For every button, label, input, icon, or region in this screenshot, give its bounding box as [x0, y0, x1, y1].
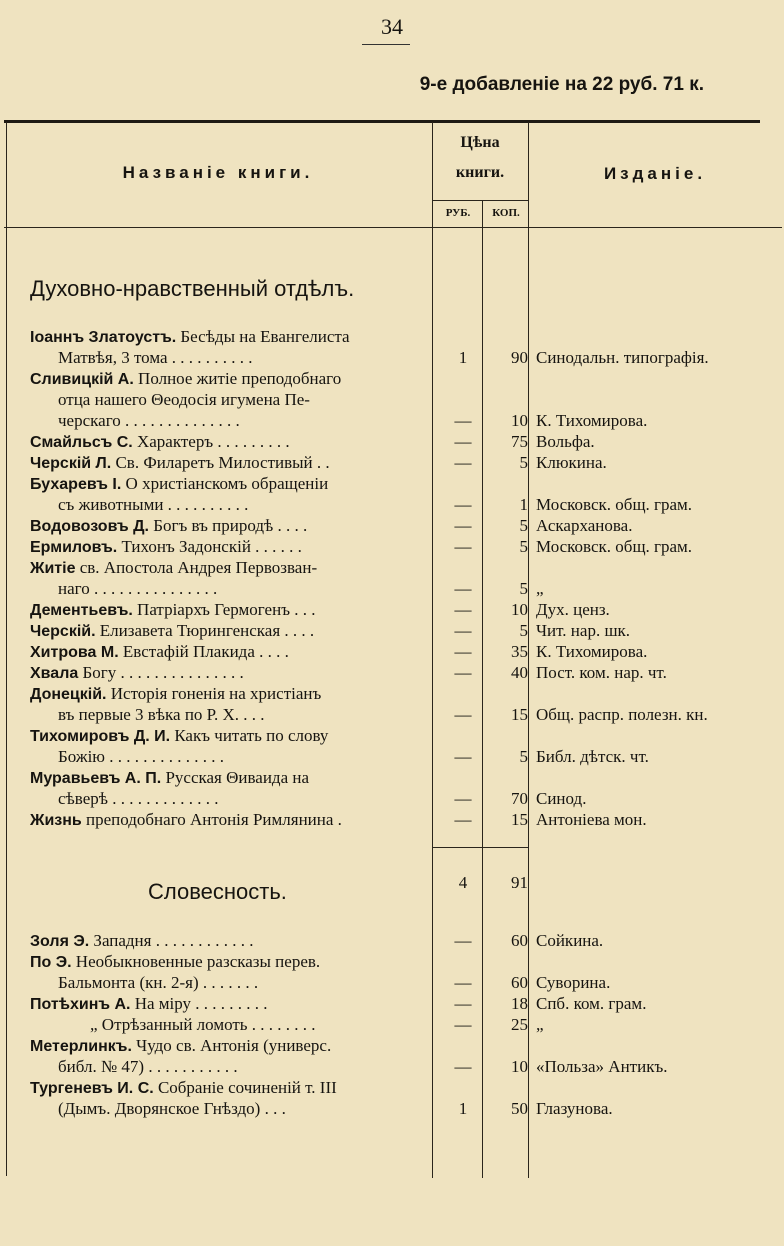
- table-row: [30, 578, 782, 599]
- table-row: [30, 951, 782, 972]
- edition: Спб. ком. грам.: [536, 994, 647, 1013]
- book-title-text: Св. Филаретъ Милостивый . .: [111, 453, 330, 472]
- table-row: [30, 1035, 782, 1056]
- price-rub: —: [454, 516, 472, 535]
- price-kop: 10: [511, 600, 528, 619]
- table-row: [30, 704, 782, 725]
- supplement-heading: 9-е добавленіе на 22 руб. 71 к.: [419, 74, 704, 95]
- table-row: [30, 1014, 782, 1035]
- table-row: [30, 347, 782, 368]
- table-row: [30, 494, 782, 515]
- book-title: [30, 767, 426, 789]
- book-author: По Э.: [30, 954, 72, 971]
- column-header-title: Названіе книги.: [122, 163, 314, 182]
- price-rub: —: [454, 642, 472, 661]
- price-rub: —: [454, 432, 472, 451]
- price-kop: 5: [519, 621, 528, 640]
- table-row: [30, 930, 782, 951]
- table-row: [30, 767, 782, 788]
- book-author: Черскій Л.: [30, 455, 112, 472]
- book-author: Донецкій.: [30, 686, 107, 703]
- price-kop: 75: [511, 432, 528, 451]
- book-title: [30, 515, 426, 537]
- book-title: [30, 993, 426, 1015]
- table-row: [30, 1056, 782, 1077]
- price-kop: 60: [511, 931, 528, 950]
- table-row: [30, 972, 782, 993]
- table-row: [30, 389, 782, 410]
- price-kop: 35: [511, 642, 528, 661]
- price-rub: —: [454, 579, 472, 598]
- book-title: [58, 410, 426, 432]
- table-row: [30, 641, 782, 662]
- edition: Клюкина.: [536, 453, 607, 472]
- price-unit-rule: [432, 200, 528, 201]
- price-kop: 1: [519, 495, 528, 514]
- price-kop: 70: [511, 789, 528, 808]
- book-title-text: Богу . . . . . . . . . . . . . . .: [78, 663, 244, 682]
- price-rub: —: [454, 789, 472, 808]
- price-rub: —: [454, 600, 472, 619]
- price-rub: —: [454, 747, 472, 766]
- book-title: [30, 1035, 426, 1057]
- book-title: [58, 746, 426, 768]
- book-title: [30, 431, 426, 453]
- table-row: [30, 620, 782, 641]
- section-title-literature: Словесность.: [148, 879, 287, 904]
- edition: Антоніева мон.: [536, 810, 647, 829]
- column-header-kop: КОП.: [492, 207, 520, 219]
- book-author: Золя Э.: [30, 933, 90, 950]
- column-header-rub: РУБ.: [445, 207, 471, 219]
- book-title: [58, 389, 426, 411]
- edition: Дух. ценз.: [536, 600, 610, 619]
- subtotal-rule: [432, 847, 528, 848]
- price-rub: —: [454, 931, 472, 950]
- book-title-text: Характеръ . . . . . . . . .: [132, 432, 290, 451]
- price-kop: 10: [511, 1057, 528, 1076]
- book-title-text: Западня . . . . . . . . . . . .: [89, 931, 254, 950]
- book-title-text: Исторія гоненія на христіанъ: [106, 684, 322, 703]
- price-kop: 10: [511, 411, 528, 430]
- book-title-text: наго . . . . . . . . . . . . . . .: [58, 579, 218, 598]
- price-rub: —: [454, 453, 472, 472]
- table-row: [30, 410, 782, 431]
- book-author: Хвала: [30, 665, 79, 682]
- book-author: Черскій.: [30, 623, 96, 640]
- price-kop: 5: [519, 516, 528, 535]
- price-rub: —: [454, 663, 472, 682]
- table-row: [30, 788, 782, 809]
- book-title-text: преподобнаго Антонія Римлянина .: [81, 810, 342, 829]
- book-title: [58, 1098, 426, 1120]
- price-rub: 1: [458, 348, 468, 367]
- book-title: [58, 704, 426, 726]
- book-author: Муравьевъ А. П.: [30, 770, 162, 787]
- edition: Синод.: [536, 789, 587, 808]
- book-author: Потѣхинъ А.: [30, 996, 131, 1013]
- price-rub: —: [454, 973, 472, 992]
- table-row: [30, 473, 782, 494]
- book-title-text: Какъ читать по слову: [170, 726, 329, 745]
- book-title-text: съ животными . . . . . . . . . .: [58, 495, 249, 514]
- table-row: [30, 557, 782, 578]
- book-title: [30, 557, 426, 579]
- book-title: [58, 788, 426, 810]
- price-rub: —: [454, 495, 472, 514]
- book-author: Житіе: [30, 560, 76, 577]
- book-title: [30, 951, 426, 973]
- book-title: [30, 641, 426, 663]
- book-title: [30, 809, 426, 831]
- book-author: Тихомировъ Д. И.: [30, 728, 171, 745]
- edition: К. Тихомирова.: [536, 411, 648, 430]
- book-title-text: Бальмонта (кн. 2-я) . . . . . . .: [58, 973, 259, 992]
- book-title: [30, 683, 426, 705]
- edition: «Польза» Антикъ.: [536, 1057, 668, 1076]
- table-row: [30, 725, 782, 746]
- price-kop: 5: [519, 453, 528, 472]
- column-header-edition: Изданіе.: [603, 164, 707, 183]
- price-kop: 50: [511, 1099, 528, 1118]
- book-title: [30, 326, 426, 348]
- page-number: 34: [381, 14, 403, 39]
- price-rub: 1: [458, 1099, 468, 1118]
- book-author: Дементьевъ.: [30, 602, 133, 619]
- price-kop: 60: [511, 973, 528, 992]
- price-kop: 90: [511, 348, 528, 367]
- edition: Общ. распр. полезн. кн.: [536, 705, 708, 724]
- book-title: [30, 662, 426, 684]
- table-row: [30, 662, 782, 683]
- edition: „: [536, 1015, 544, 1034]
- edition: Библ. дѣтск. чт.: [536, 747, 649, 766]
- edition: Вольфа.: [536, 432, 595, 451]
- book-title-text: библ. № 47) . . . . . . . . . . .: [58, 1057, 238, 1076]
- price-rub: —: [454, 411, 472, 430]
- book-author: Ермиловъ.: [30, 539, 118, 556]
- book-title-text: Евстафій Плакида . . . .: [118, 642, 289, 661]
- book-title: [58, 578, 426, 600]
- subtotal-kop: 91: [511, 873, 528, 892]
- book-author: Хитрова М.: [30, 644, 119, 661]
- table-row: [30, 515, 782, 536]
- book-title-text: Полное житіе преподобнаго: [133, 369, 342, 388]
- book-title: [90, 1014, 426, 1036]
- price-rub: —: [454, 1057, 472, 1076]
- book-author: Метерлинкъ.: [30, 1038, 132, 1055]
- book-title-text: Тихонъ Задонскій . . . . . .: [117, 537, 302, 556]
- table-row: [30, 452, 782, 473]
- book-title: [30, 452, 426, 474]
- price-rub: —: [454, 1015, 472, 1034]
- book-author: Жизнь: [30, 812, 82, 829]
- book-title-text: Чудо св. Антонія (универс.: [131, 1036, 332, 1055]
- book-title: [30, 536, 426, 558]
- price-kop: 40: [511, 663, 528, 682]
- book-title-text: Божію . . . . . . . . . . . . . .: [58, 747, 225, 766]
- book-title-text: сѣверѣ . . . . . . . . . . . . .: [58, 789, 219, 808]
- book-title-text: О христіанскомъ обращеніи: [121, 474, 329, 493]
- table-row: [30, 431, 782, 452]
- book-title-text: Бесѣды на Евангелиста: [176, 327, 350, 346]
- book-title: [30, 473, 426, 495]
- book-author: Смайльсъ С.: [30, 434, 133, 451]
- price-rub: —: [454, 810, 472, 829]
- book-title-text: (Дымъ. Дворянское Гнѣздо) . . .: [58, 1099, 286, 1118]
- price-kop: 5: [519, 747, 528, 766]
- header-bottom-rule: [4, 227, 782, 228]
- book-author: Бухаревъ І.: [30, 476, 122, 493]
- edition: Глазунова.: [536, 1099, 613, 1118]
- section-title-spiritual: Духовно-нравственный отдѣлъ.: [30, 276, 355, 301]
- book-title-text: отца нашего Θеодосія игумена Пе-: [58, 390, 310, 409]
- table-top-rule: [4, 120, 760, 123]
- table-row: [30, 809, 782, 830]
- table-row: [30, 683, 782, 704]
- price-rub: —: [454, 705, 472, 724]
- price-rub: —: [454, 994, 472, 1013]
- edition: „: [536, 579, 544, 598]
- book-title: [58, 1056, 426, 1078]
- table-row: [30, 1077, 782, 1098]
- edition: Московск. общ. грам.: [536, 495, 693, 514]
- book-title: [30, 725, 426, 747]
- book-title-text: Необыкновенные разсказы перев.: [71, 952, 321, 971]
- book-title: [30, 599, 426, 621]
- book-author: Водовозовъ Д.: [30, 518, 149, 535]
- book-title-text: Елизавета Тюрингенская . . . .: [95, 621, 315, 640]
- price-kop: 5: [519, 579, 528, 598]
- table-row: [30, 746, 782, 767]
- book-title: [30, 930, 426, 952]
- table-row: [30, 536, 782, 557]
- book-title-text: Патріархъ Гермогенъ . . .: [132, 600, 316, 619]
- book-title: [58, 972, 426, 994]
- book-title-text: Собраніе сочиненій т. III: [153, 1078, 337, 1097]
- price-kop: 5: [519, 537, 528, 556]
- table-row: [30, 326, 782, 347]
- book-author: Іоаннъ Златоустъ.: [30, 329, 177, 346]
- table-left-border: [6, 122, 7, 1176]
- book-title-text: На міру . . . . . . . . .: [130, 994, 268, 1013]
- book-title: [58, 494, 426, 516]
- column-header-price-2: книги.: [455, 164, 505, 181]
- edition: Чит. нар. шк.: [536, 621, 631, 640]
- price-kop: 15: [511, 705, 528, 724]
- price-kop: 18: [511, 994, 528, 1013]
- book-author: Тургеневъ И. С.: [30, 1080, 154, 1097]
- book-title: [30, 368, 426, 390]
- book-title: [30, 1077, 426, 1099]
- book-title-text: въ первые 3 вѣка по Р. Х. . . .: [58, 705, 265, 724]
- price-rub: —: [454, 621, 472, 640]
- edition: Аскарханова.: [536, 516, 633, 535]
- edition: Синодальн. типографія.: [536, 348, 709, 367]
- table-row: [30, 1098, 782, 1119]
- book-title-text: черскаго . . . . . . . . . . . . . .: [58, 411, 240, 430]
- book-title-text: Богъ въ природѣ . . . .: [148, 516, 308, 535]
- book-title-text: св. Апостола Андрея Первозван-: [75, 558, 318, 577]
- book-title: [58, 347, 426, 369]
- edition: Пост. ком. нар. чт.: [536, 663, 667, 682]
- subtotal-rub: 4: [458, 873, 468, 892]
- table-row: [30, 993, 782, 1014]
- price-rub: —: [454, 537, 472, 556]
- book-title-text: „ Отрѣзанный ломоть . . . . . . . .: [90, 1015, 316, 1034]
- book-title: [30, 620, 426, 642]
- edition: Московск. общ. грам.: [536, 537, 693, 556]
- price-kop: 15: [511, 810, 528, 829]
- table-row: [30, 368, 782, 389]
- edition: Сойкина.: [536, 931, 604, 950]
- edition: Суворина.: [536, 973, 611, 992]
- subtotal-row: [30, 872, 782, 893]
- book-title-text: Русская Θиваида на: [161, 768, 310, 787]
- book-author: Сливицкій А.: [30, 371, 134, 388]
- price-kop: 25: [511, 1015, 528, 1034]
- table-row: [30, 599, 782, 620]
- column-header-price-1: Цѣна: [460, 134, 500, 151]
- book-title-text: Матвѣя, 3 тома . . . . . . . . . .: [58, 348, 253, 367]
- page-number-rule: [362, 44, 410, 45]
- edition: К. Тихомирова.: [536, 642, 648, 661]
